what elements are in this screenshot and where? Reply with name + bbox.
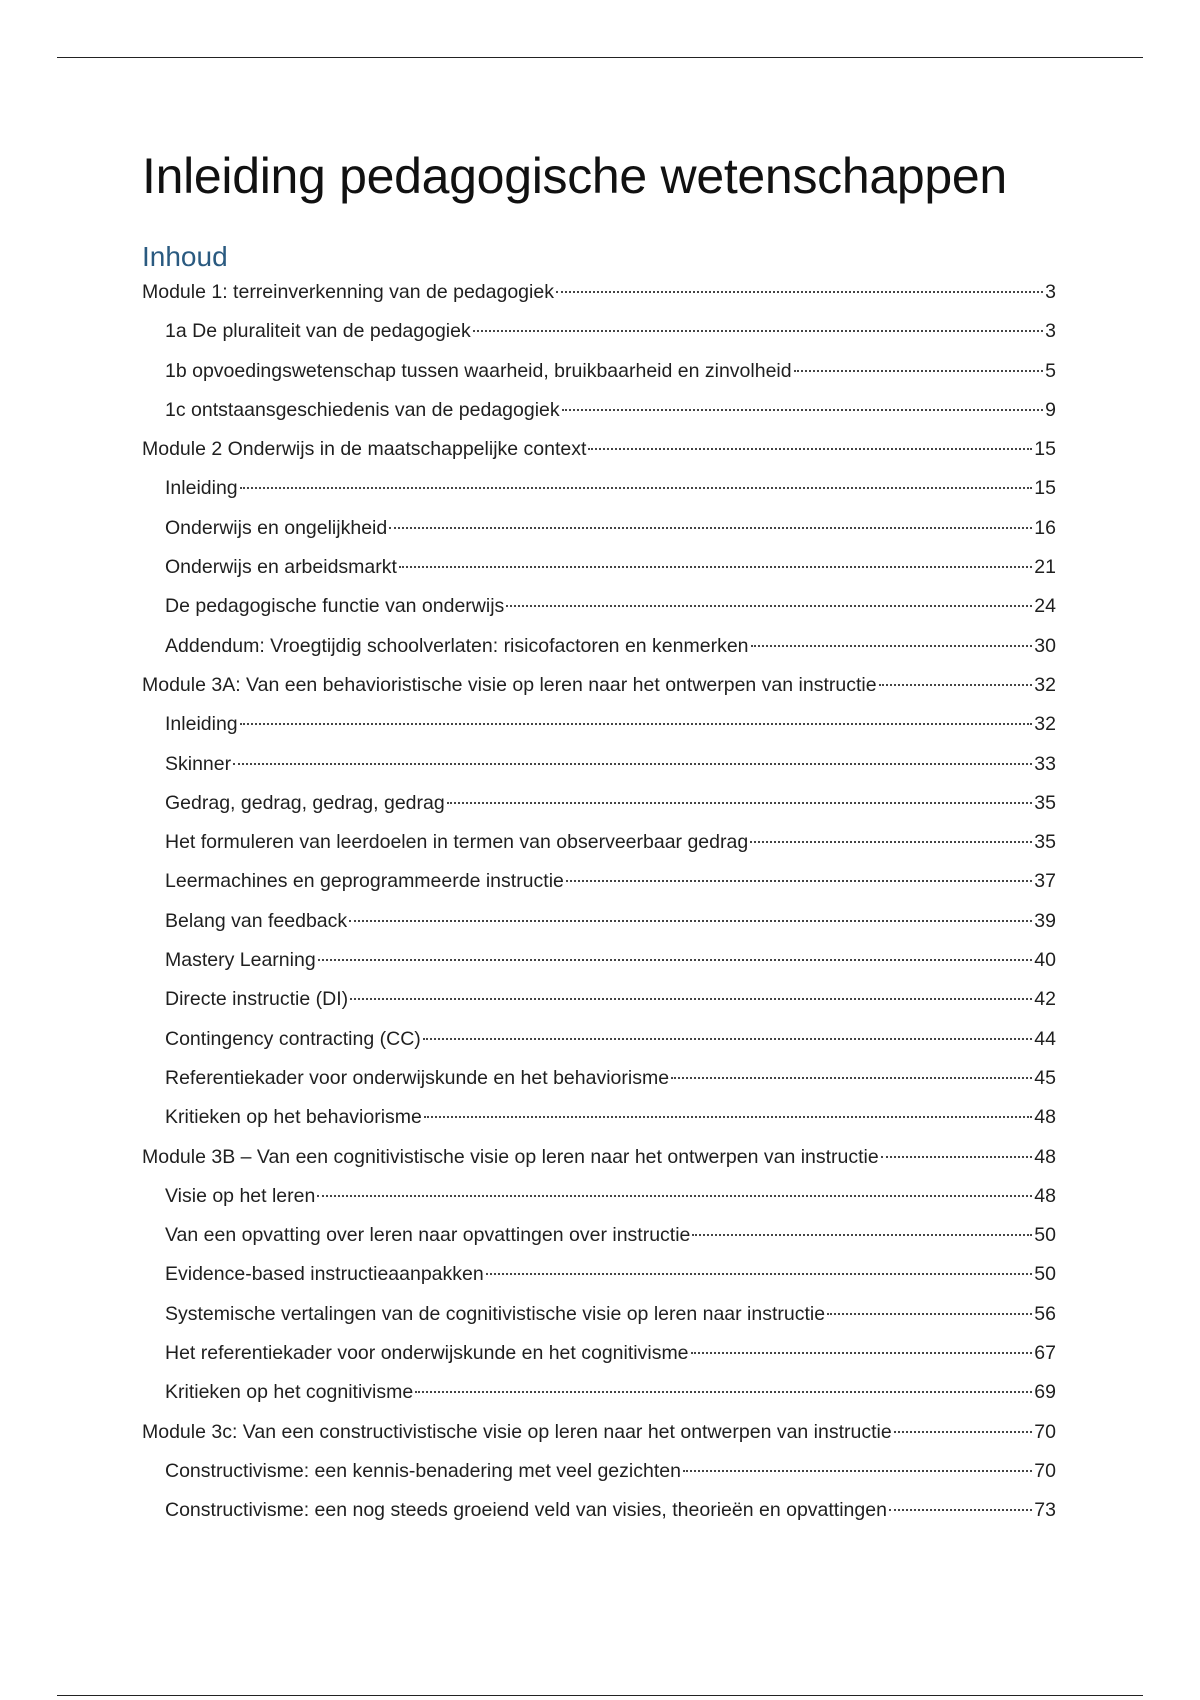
toc-entry-section[interactable] xyxy=(142,552,1056,591)
toc-entry-label: Het referentiekader voor onderwijskunde en het cognitivisme xyxy=(165,1342,689,1365)
toc-dot-leader xyxy=(415,1391,1032,1393)
toc-dot-leader xyxy=(751,645,1033,647)
toc-entry-label: Referentiekader voor onderwijskunde en het behaviorisme xyxy=(165,1066,670,1089)
toc-entry-label: Belang van feedback xyxy=(165,909,348,932)
toc-entry-page-number: 48 xyxy=(1034,1145,1056,1168)
toc-entry-section[interactable] xyxy=(142,749,1056,788)
toc-dot-leader xyxy=(750,841,1032,843)
header-rule xyxy=(57,57,1143,58)
toc-entry-label: Skinner xyxy=(165,752,232,775)
page-title: Inleiding pedagogische wetenschappen xyxy=(142,148,1007,204)
toc-dot-leader xyxy=(566,880,1032,882)
toc-dot-leader xyxy=(879,684,1033,686)
toc-entry-section[interactable] xyxy=(142,1024,1056,1063)
toc-dot-leader xyxy=(473,330,1043,332)
toc-dot-leader xyxy=(349,920,1032,922)
toc-entry-label: De pedagogische functie van onderwijs xyxy=(165,595,505,618)
toc-entry-section[interactable] xyxy=(142,1259,1056,1298)
toc-entry-label: Visie op het leren xyxy=(165,1184,316,1207)
toc-entry-section[interactable] xyxy=(142,356,1056,395)
toc-entry-label: Module 2 Onderwijs in de maatschappelijke context xyxy=(142,438,587,461)
toc-entry-page-number: 5 xyxy=(1045,359,1056,382)
toc-entry-page-number: 32 xyxy=(1034,713,1056,736)
toc-entry-section[interactable] xyxy=(142,1495,1056,1534)
toc-entry-module[interactable] xyxy=(142,277,1056,316)
toc-entry-label: Leermachines en geprogrammeerde instructie xyxy=(165,870,564,893)
toc-entry-section[interactable] xyxy=(142,316,1056,355)
toc-entry-label: Onderwijs en arbeidsmarkt xyxy=(165,556,397,579)
toc-entry-section[interactable] xyxy=(142,788,1056,827)
toc-entry-page-number: 35 xyxy=(1034,791,1056,814)
toc-entry-section[interactable] xyxy=(142,395,1056,434)
toc-entry-section[interactable] xyxy=(142,1063,1056,1102)
toc-entry-label: Van een opvatting over leren naar opvattingen over instructie xyxy=(165,1224,691,1247)
toc-entry-section[interactable] xyxy=(142,906,1056,945)
toc-entry-page-number: 37 xyxy=(1034,870,1056,893)
toc-entry-page-number: 35 xyxy=(1034,831,1056,854)
toc-heading: Inhoud xyxy=(142,241,228,272)
toc-entry-module[interactable] xyxy=(142,670,1056,709)
toc-entry-page-number: 45 xyxy=(1034,1066,1056,1089)
toc-entry-page-number: 50 xyxy=(1034,1263,1056,1286)
toc-dot-leader xyxy=(318,959,1033,961)
toc-dot-leader xyxy=(671,1077,1032,1079)
toc-entry-page-number: 32 xyxy=(1034,673,1056,696)
toc-dot-leader xyxy=(240,487,1033,489)
toc-entry-label: Gedrag, gedrag, gedrag, gedrag xyxy=(165,791,445,814)
toc-entry-label: Inleiding xyxy=(165,477,238,500)
toc-entry-label: Inleiding xyxy=(165,713,238,736)
toc-entry-page-number: 56 xyxy=(1034,1302,1056,1325)
toc-entry-page-number: 15 xyxy=(1034,477,1056,500)
toc-entry-label: Mastery Learning xyxy=(165,949,316,972)
toc-entry-page-number: 42 xyxy=(1034,988,1056,1011)
toc-entry-label: Module 3c: Van een constructivistische visie op leren naar het ontwerpen van instructie xyxy=(142,1420,892,1443)
toc-dot-leader xyxy=(350,998,1032,1000)
toc-entry-section[interactable] xyxy=(142,1102,1056,1141)
toc-dot-leader xyxy=(556,291,1043,293)
toc-entry-label: 1a De pluraliteit van de pedagogiek xyxy=(165,320,471,343)
toc-entry-label: Het formuleren van leerdoelen in termen van observeerbaar gedrag xyxy=(165,831,749,854)
toc-entry-page-number: 44 xyxy=(1034,1027,1056,1050)
toc-dot-leader xyxy=(240,723,1033,725)
toc-entry-page-number: 69 xyxy=(1034,1381,1056,1404)
toc-entry-label: Systemische vertalingen van de cognitivistische visie op leren naar instructie xyxy=(165,1302,826,1325)
toc-entry-section[interactable] xyxy=(142,827,1056,866)
toc-entry-label: Contingency contracting (CC) xyxy=(165,1027,421,1050)
toc-dot-leader xyxy=(794,370,1044,372)
toc-entry-label: Module 3A: Van een behavioristische visie op leren naar het ontwerpen van instructie xyxy=(142,673,877,696)
toc-entry-section[interactable] xyxy=(142,1299,1056,1338)
toc-dot-leader xyxy=(588,448,1032,450)
toc-entry-page-number: 48 xyxy=(1034,1184,1056,1207)
toc-entry-section[interactable] xyxy=(142,984,1056,1023)
toc-dot-leader xyxy=(233,763,1032,765)
toc-entry-page-number: 24 xyxy=(1034,595,1056,618)
toc-entry-page-number: 3 xyxy=(1045,320,1056,343)
toc-dot-leader xyxy=(827,1313,1032,1315)
toc-dot-leader xyxy=(691,1352,1033,1354)
toc-entry-section[interactable] xyxy=(142,1220,1056,1259)
toc-entry-module[interactable] xyxy=(142,434,1056,473)
toc-dot-leader xyxy=(317,1195,1032,1197)
toc-dot-leader xyxy=(423,1038,1033,1040)
toc-entry-page-number: 70 xyxy=(1034,1420,1056,1443)
toc-entry-page-number: 21 xyxy=(1034,556,1056,579)
toc-entry-label: Module 3B – Van een cognitivistische visie op leren naar het ontwerpen van instructie xyxy=(142,1145,879,1168)
toc-entry-page-number: 15 xyxy=(1034,438,1056,461)
toc-entry-section[interactable] xyxy=(142,1456,1056,1495)
toc-dot-leader xyxy=(692,1234,1032,1236)
footer-rule xyxy=(57,1695,1143,1696)
toc-entry-module[interactable] xyxy=(142,1142,1056,1181)
toc-entry-page-number: 40 xyxy=(1034,949,1056,972)
toc-entry-section[interactable] xyxy=(142,1181,1056,1220)
toc-entry-page-number: 39 xyxy=(1034,909,1056,932)
toc-entry-label: Kritieken op het behaviorisme xyxy=(165,1106,422,1129)
toc-dot-leader xyxy=(486,1273,1033,1275)
toc-entry-label: 1c ontstaansgeschiedenis van de pedagogiek xyxy=(165,398,560,421)
toc-entry-page-number: 30 xyxy=(1034,634,1056,657)
toc-entry-page-number: 48 xyxy=(1034,1106,1056,1129)
toc-entry-module[interactable] xyxy=(142,1417,1056,1456)
toc-entry-page-number: 67 xyxy=(1034,1342,1056,1365)
toc-entry-label: Directe instructie (DI) xyxy=(165,988,349,1011)
toc-dot-leader xyxy=(889,1509,1032,1511)
toc-entry-page-number: 70 xyxy=(1034,1459,1056,1482)
toc-dot-leader xyxy=(894,1431,1033,1433)
toc-entry-section[interactable] xyxy=(142,945,1056,984)
toc-entry-label: Kritieken op het cognitivisme xyxy=(165,1381,414,1404)
toc-entry-page-number: 9 xyxy=(1045,398,1056,421)
table-of-contents xyxy=(142,277,1056,1535)
toc-dot-leader xyxy=(881,1156,1033,1158)
toc-entry-page-number: 16 xyxy=(1034,516,1056,539)
toc-entry-section[interactable] xyxy=(142,631,1056,670)
toc-entry-section[interactable] xyxy=(142,591,1056,630)
toc-entry-label: Constructivisme: een nog steeds groeiend veld van visies, theorieën en opvattingen xyxy=(165,1499,887,1522)
toc-dot-leader xyxy=(424,1116,1032,1118)
toc-dot-leader xyxy=(389,527,1032,529)
toc-entry-section[interactable] xyxy=(142,866,1056,905)
toc-entry-label: Addendum: Vroegtijdig schoolverlaten: risicofactoren en kenmerken xyxy=(165,634,749,657)
toc-entry-label: 1b opvoedingswetenschap tussen waarheid, bruikbaarheid en zinvolheid xyxy=(165,359,792,382)
toc-entry-label: Constructivisme: een kennis-benadering met veel gezichten xyxy=(165,1459,681,1482)
toc-dot-leader xyxy=(399,566,1032,568)
toc-entry-page-number: 50 xyxy=(1034,1224,1056,1247)
toc-entry-label: Evidence-based instructieaanpakken xyxy=(165,1263,484,1286)
toc-entry-section[interactable] xyxy=(142,1377,1056,1416)
toc-dot-leader xyxy=(447,802,1033,804)
toc-entry-section[interactable] xyxy=(142,709,1056,748)
toc-entry-section[interactable] xyxy=(142,473,1056,512)
toc-dot-leader xyxy=(562,409,1044,411)
toc-entry-page-number: 33 xyxy=(1034,752,1056,775)
toc-entry-label: Module 1: terreinverkenning van de pedagogiek xyxy=(142,281,554,303)
toc-entry-page-number: 3 xyxy=(1045,281,1056,303)
toc-dot-leader xyxy=(506,605,1032,607)
toc-dot-leader xyxy=(683,1470,1032,1472)
toc-entry-section[interactable] xyxy=(142,1338,1056,1377)
toc-entry-label: Onderwijs en ongelijkheid xyxy=(165,516,388,539)
toc-entry-page-number: 73 xyxy=(1034,1499,1056,1522)
toc-entry-section[interactable] xyxy=(142,513,1056,552)
